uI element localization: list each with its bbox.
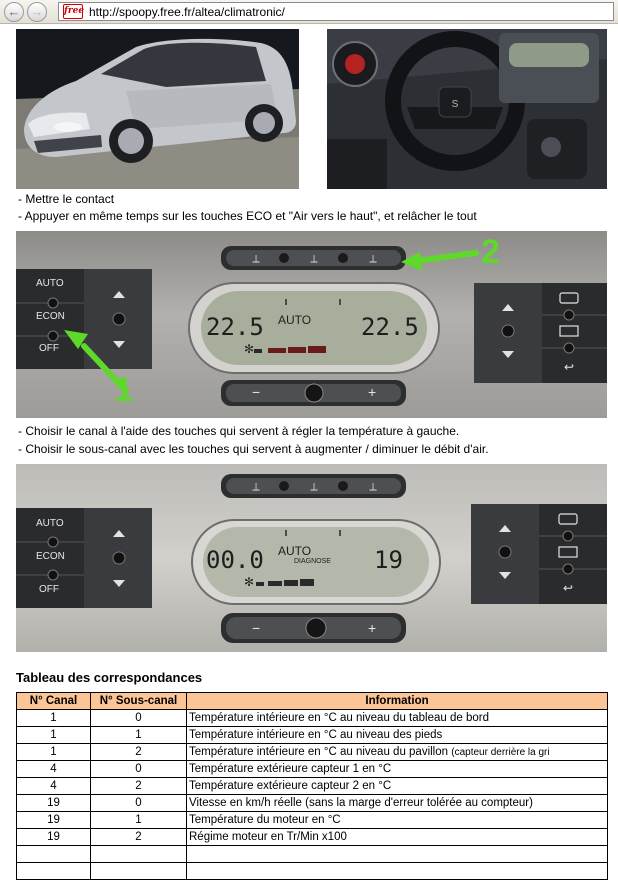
table-row bbox=[17, 795, 608, 812]
table-row bbox=[17, 744, 608, 761]
table-row bbox=[17, 846, 608, 863]
table-row bbox=[17, 863, 608, 880]
url-text[interactable]: http://spoopy.free.fr/altea/climatronic/ bbox=[89, 5, 285, 19]
off-button-label[interactable]: OFF bbox=[39, 584, 59, 595]
display-mode: AUTO bbox=[278, 544, 312, 558]
cell-canal: 1 bbox=[17, 710, 91, 727]
cell-information bbox=[187, 812, 608, 829]
info-text: Température intérieure en °C au niveau des pieds bbox=[189, 729, 443, 741]
fan-plus-label[interactable]: + bbox=[368, 620, 377, 636]
cell-canal: 1 bbox=[17, 744, 91, 761]
table-row bbox=[17, 761, 608, 778]
correspondence-table bbox=[16, 692, 608, 880]
info-text: Régime moteur en Tr/Min x100 bbox=[189, 831, 347, 843]
browser-toolbar bbox=[0, 0, 618, 24]
cell-sous-canal: 2 bbox=[91, 829, 187, 846]
cell-information bbox=[187, 795, 608, 812]
column-header-sous-canal: N° Sous-canal bbox=[91, 693, 187, 710]
cell-information bbox=[187, 727, 608, 744]
econ-button-label[interactable]: ECON bbox=[36, 551, 65, 562]
cell-information bbox=[187, 846, 608, 863]
info-text: Température du moteur en °C bbox=[189, 814, 341, 826]
auto-button-label[interactable]: AUTO bbox=[36, 278, 64, 289]
callout-number-2: 2 bbox=[481, 233, 500, 271]
fan-plus-label[interactable]: + bbox=[368, 384, 377, 400]
cell-canal: 4 bbox=[17, 761, 91, 778]
svg-text:S: S bbox=[451, 99, 459, 110]
info-text: Température intérieure en °C au niveau du pavillon bbox=[189, 746, 449, 758]
site-favicon-icon: free bbox=[63, 4, 83, 19]
cell-sous-canal: 0 bbox=[91, 710, 187, 727]
car-interior-photo bbox=[327, 29, 607, 189]
cell-canal: 19 bbox=[17, 812, 91, 829]
svg-text:↩: ↩ bbox=[562, 581, 574, 595]
cell-sous-canal: 1 bbox=[91, 727, 187, 744]
fan-minus-label[interactable]: − bbox=[252, 384, 261, 400]
info-text: Température extérieure capteur 2 en °C bbox=[189, 780, 392, 792]
fan-minus-label[interactable]: − bbox=[252, 620, 261, 636]
table-row bbox=[17, 829, 608, 846]
cell-sous-canal: 0 bbox=[91, 795, 187, 812]
display-diagnose: DIAGNOSE bbox=[294, 558, 331, 565]
cell-sous-canal bbox=[91, 846, 187, 863]
cell-information bbox=[187, 744, 608, 761]
forward-arrow-icon[interactable]: → bbox=[27, 2, 47, 22]
display-temp-left: 22.5 bbox=[206, 313, 264, 341]
info-note: (capteur derrière la gri bbox=[451, 747, 550, 758]
table-row bbox=[17, 710, 608, 727]
cell-canal: 19 bbox=[17, 795, 91, 812]
instruction-line: - Mettre le contact bbox=[18, 192, 115, 206]
info-text: Température extérieure capteur 1 en °C bbox=[189, 763, 392, 775]
cell-information bbox=[187, 778, 608, 795]
svg-text:⟂: ⟂ bbox=[369, 253, 377, 265]
cell-information bbox=[187, 863, 608, 880]
column-header-canal: N° Canal bbox=[17, 693, 91, 710]
callout-number-1: 1 bbox=[114, 371, 133, 409]
instruction-line: - Choisir le sous-canal avec les touches qui servent à augmenter / diminuer le débit d'air. bbox=[18, 442, 489, 456]
cell-canal: 1 bbox=[17, 727, 91, 744]
cell-information bbox=[187, 710, 608, 727]
display-temp-right: 22.5 bbox=[361, 313, 419, 341]
climatronic-panel-photo-2 bbox=[16, 464, 607, 652]
table-row bbox=[17, 727, 608, 744]
back-arrow-icon[interactable]: ← bbox=[4, 2, 24, 22]
svg-text:⟂: ⟂ bbox=[252, 481, 260, 493]
display-channel: 00.0 bbox=[206, 546, 264, 574]
cell-information bbox=[187, 829, 608, 846]
cell-sous-canal bbox=[91, 863, 187, 880]
car-exterior-photo bbox=[16, 29, 299, 189]
climatronic-panel-photo-1 bbox=[16, 231, 607, 418]
svg-text:✻: ✻ bbox=[244, 575, 255, 589]
instruction-line: - Choisir le canal à l'aide des touches qui servent à régler la température à gauche. bbox=[18, 424, 460, 438]
cell-sous-canal: 1 bbox=[91, 812, 187, 829]
column-header-information: Information bbox=[187, 693, 608, 710]
address-bar[interactable] bbox=[58, 2, 614, 21]
svg-text:⟂: ⟂ bbox=[310, 253, 318, 265]
cell-sous-canal: 2 bbox=[91, 778, 187, 795]
cell-canal bbox=[17, 846, 91, 863]
cell-canal: 19 bbox=[17, 829, 91, 846]
auto-button-label[interactable]: AUTO bbox=[36, 518, 64, 529]
cell-canal: 4 bbox=[17, 778, 91, 795]
table-title: Tableau des correspondances bbox=[16, 670, 203, 685]
svg-text:↩: ↩ bbox=[563, 360, 575, 374]
svg-text:⟂: ⟂ bbox=[310, 481, 318, 493]
display-subchannel: 19 bbox=[374, 546, 403, 574]
svg-text:⟂: ⟂ bbox=[252, 253, 260, 265]
table-row bbox=[17, 812, 608, 829]
cell-sous-canal: 0 bbox=[91, 761, 187, 778]
cell-information bbox=[187, 761, 608, 778]
instruction-line: - Appuyer en même temps sur les touches ECO et "Air vers le haut", et relâcher le tout bbox=[18, 209, 477, 223]
econ-button-label[interactable]: ECON bbox=[36, 311, 65, 322]
info-text: Vitesse en km/h réelle (sans la marge d'erreur tolérée au compteur) bbox=[189, 797, 533, 809]
cell-sous-canal: 2 bbox=[91, 744, 187, 761]
cell-canal bbox=[17, 863, 91, 880]
display-mode: AUTO bbox=[278, 313, 312, 327]
info-text: Température intérieure en °C au niveau du tableau de bord bbox=[189, 712, 489, 724]
table-header-row bbox=[17, 693, 608, 710]
svg-text:⟂: ⟂ bbox=[369, 481, 377, 493]
svg-text:✻: ✻ bbox=[244, 342, 255, 356]
table-row bbox=[17, 778, 608, 795]
off-button-label[interactable]: OFF bbox=[39, 343, 59, 354]
